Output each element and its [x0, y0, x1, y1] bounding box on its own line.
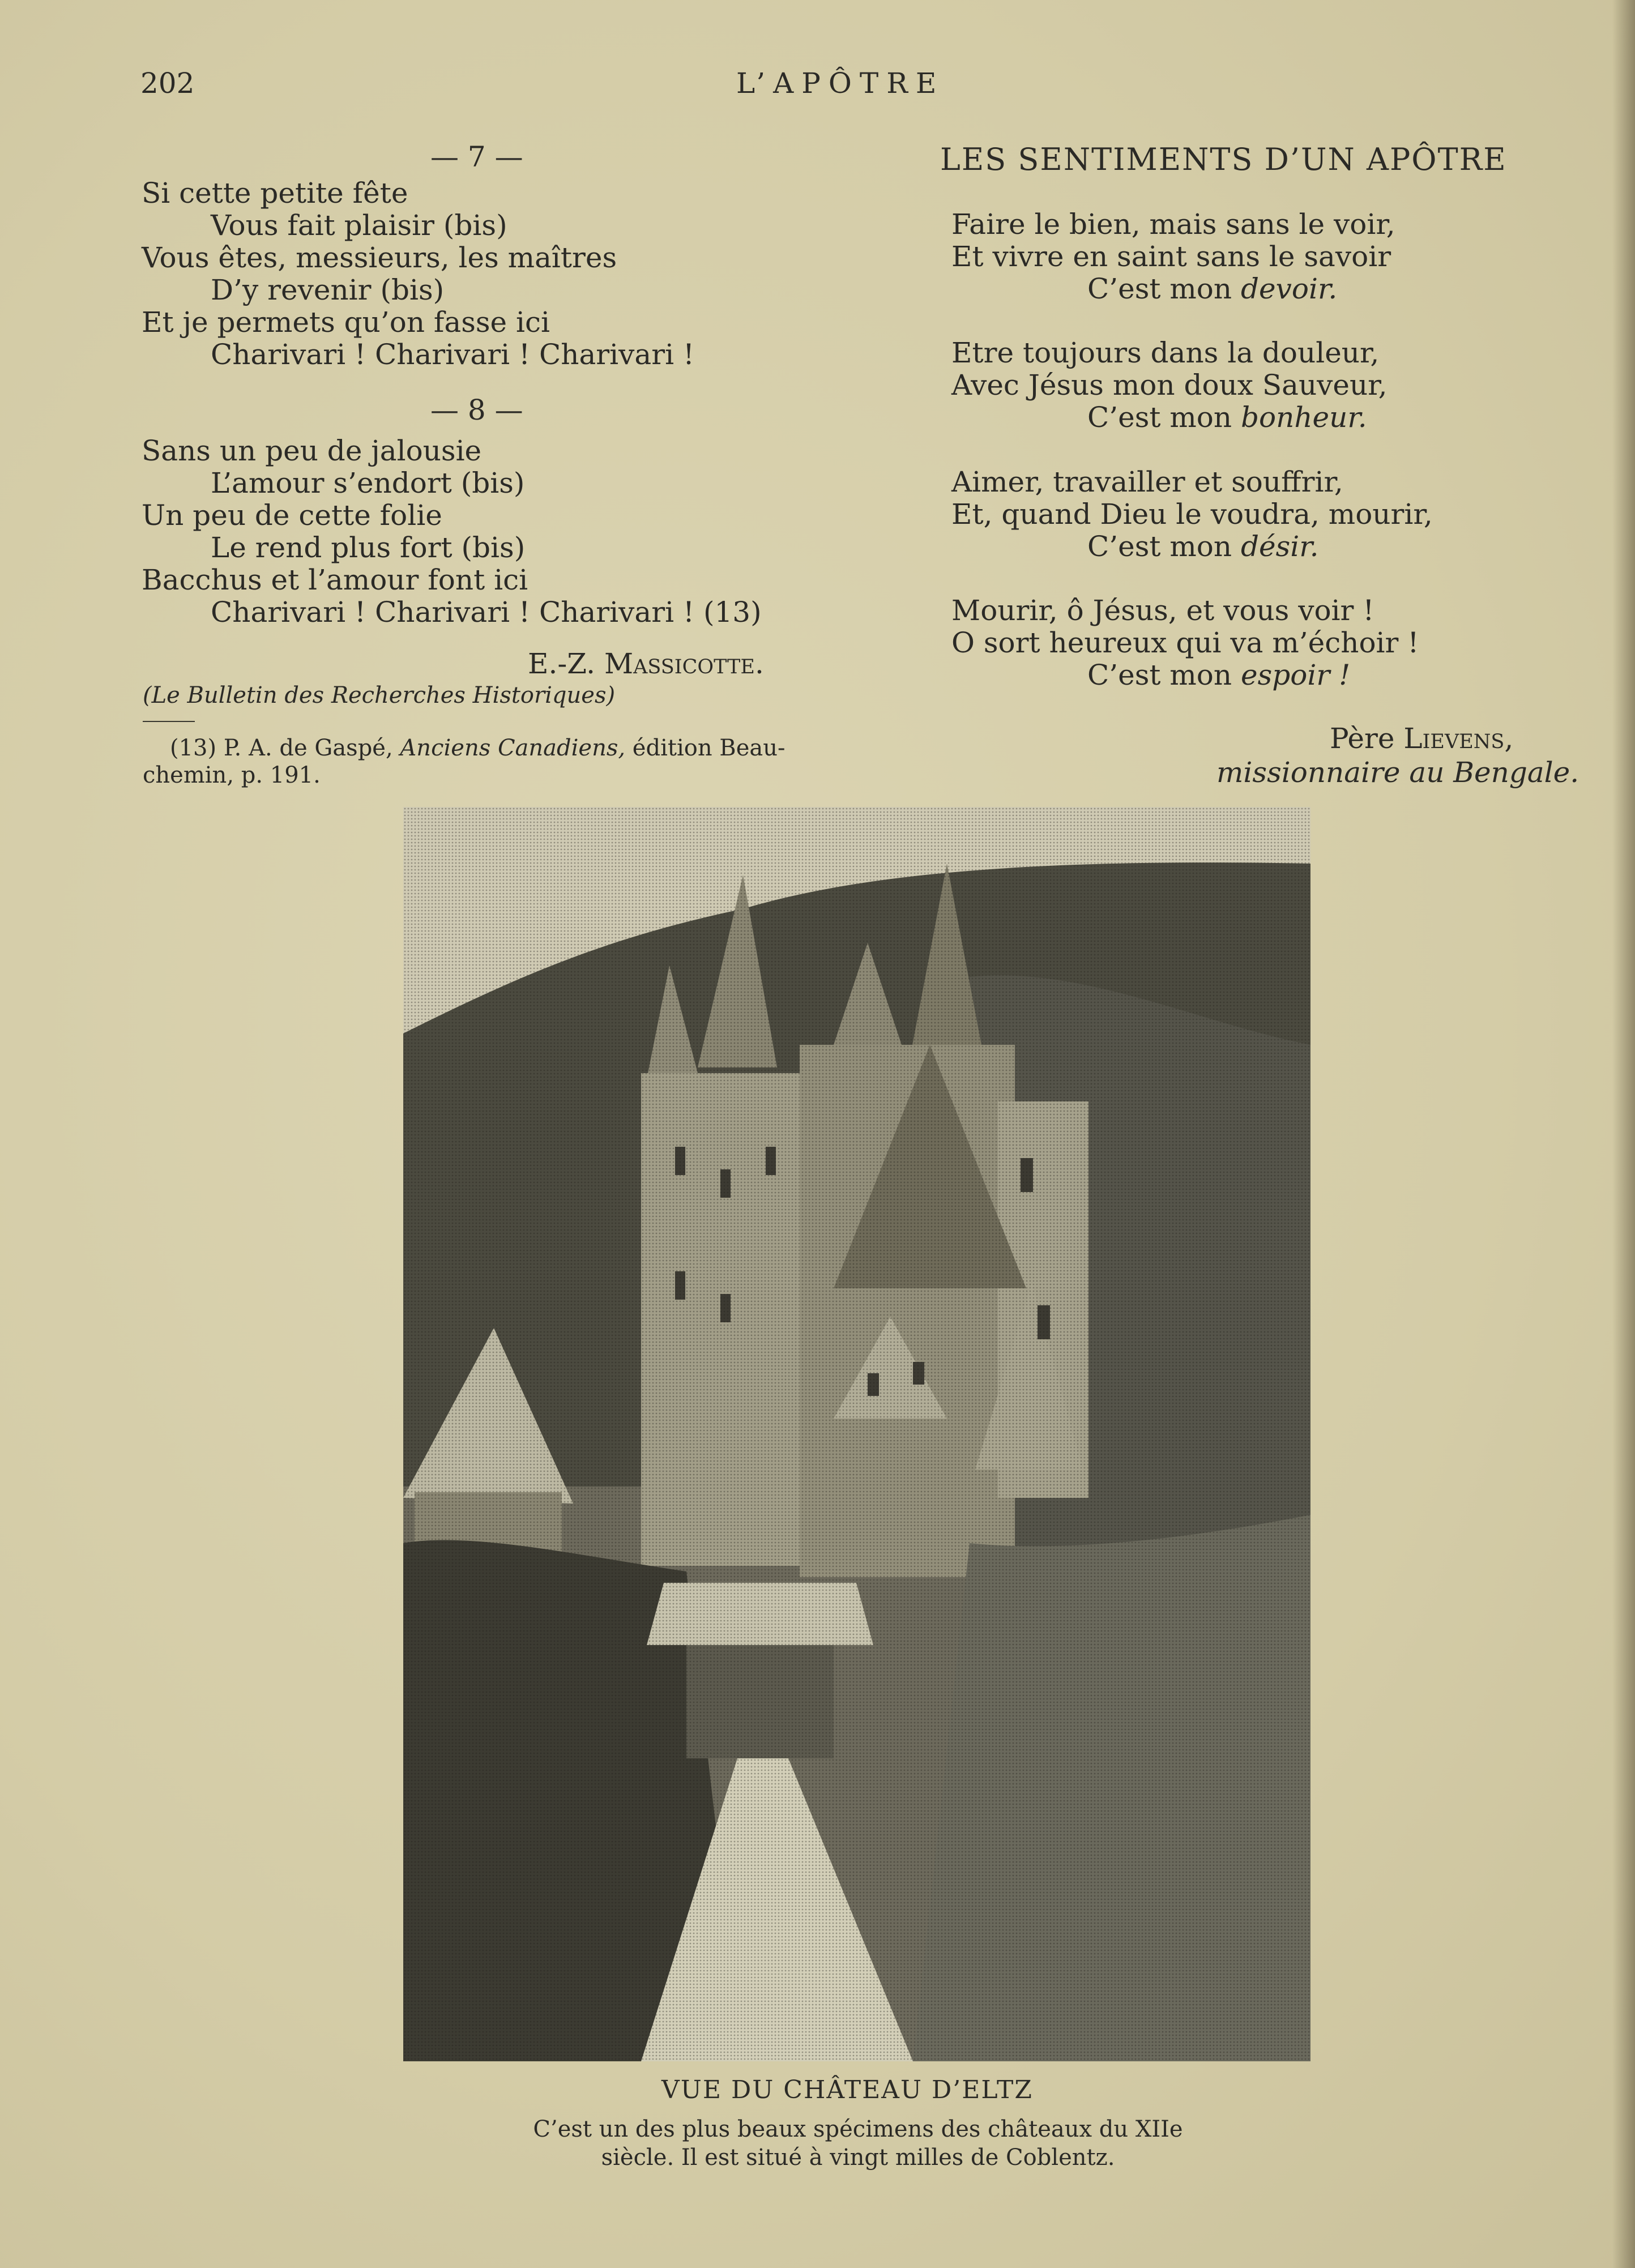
- verse-line: Sans un peu de jalousie: [142, 434, 482, 467]
- figure-caption: [510, 2115, 1206, 2172]
- poem-line: O sort heureux qui va m’échoir !: [951, 626, 1419, 659]
- signature-name: Lievens,: [1403, 722, 1514, 755]
- verse-line: L’amour s’endort (bis): [211, 467, 525, 499]
- source-citation: (Le Bulletin des Recherches Historiques): [143, 682, 616, 708]
- poem-refrain: [951, 659, 1419, 691]
- verse-line: Bacchus et l’amour font ici: [142, 563, 528, 596]
- verse-line: D’y revenir (bis): [211, 274, 445, 306]
- verse-line: Un peu de cette folie: [142, 499, 442, 532]
- refrain-word: désir.: [1241, 530, 1319, 563]
- poem-stanza-4: [951, 595, 1419, 691]
- footnote-book-title: Anciens Canadiens,: [400, 735, 626, 761]
- author-name: Massicotte.: [604, 647, 764, 680]
- footnote-text: édition Beau-: [632, 735, 786, 761]
- poem-line: Et, quand Dieu le voudra, mourir,: [951, 498, 1433, 531]
- refrain-word: espoir !: [1241, 659, 1351, 691]
- refrain-text: C’est mon: [1087, 272, 1232, 305]
- caption-line: siècle. Il est situé à vingt milles de Coblentz.: [601, 2145, 1115, 2171]
- author-signature: [528, 647, 764, 680]
- refrain-word: bonheur.: [1241, 401, 1367, 434]
- footnote-line-2: chemin, p. 191.: [143, 762, 321, 788]
- page-number: 202: [140, 67, 195, 100]
- stanza-8: [142, 435, 762, 629]
- poem-line: Etre toujours dans la douleur,: [951, 336, 1380, 369]
- footnote-rule: [143, 721, 195, 722]
- refrain-text: C’est mon: [1087, 530, 1232, 563]
- refrain-text: C’est mon: [1087, 401, 1232, 434]
- verse-line: Charivari ! Charivari ! Charivari !: [211, 338, 695, 371]
- verse-line: Charivari ! Charivari ! Charivari ! (13): [211, 596, 762, 629]
- poem-stanza-1: [951, 208, 1395, 305]
- poem-line: Aimer, travailler et souffrir,: [951, 465, 1343, 498]
- stanza-7: [142, 177, 694, 371]
- verse-line: Si cette petite fête: [142, 177, 408, 210]
- verse-line: Vous fait plaisir (bis): [211, 209, 507, 242]
- poem-refrain: [951, 402, 1387, 434]
- poem-refrain: [951, 273, 1395, 305]
- poem-title: LES SENTIMENTS D’UN APÔTRE: [940, 142, 1507, 177]
- figure-caption-title: VUE DU CHÂTEAU D’ELTZ: [661, 2075, 1033, 2104]
- verse-line: Le rend plus fort (bis): [211, 531, 526, 564]
- poem-stanza-3: [951, 466, 1433, 563]
- footnote: [143, 734, 786, 789]
- signature-role: missionnaire au Bengale.: [1216, 756, 1579, 789]
- poem-line: Avec Jésus mon doux Sauveur,: [951, 369, 1388, 402]
- poem-line: Mourir, ô Jésus, et vous voir !: [951, 594, 1374, 627]
- poem-line: Et vivre en saint sans le savoir: [951, 240, 1391, 273]
- poem-refrain: [951, 531, 1433, 563]
- poem-stanza-2: [951, 337, 1387, 434]
- running-title: L’APÔTRE: [736, 67, 945, 100]
- stanza-7-number: — 7 —: [430, 140, 523, 173]
- stanza-8-number: — 8 —: [430, 394, 523, 426]
- verse-line: Et je permets qu’on fasse ici: [142, 306, 550, 339]
- poem-signature: [1330, 722, 1513, 755]
- caption-line: C’est un des plus beaux spécimens des châteaux du XIIe: [533, 2116, 1183, 2142]
- footnote-line-1: [170, 734, 785, 762]
- refrain-word: devoir.: [1241, 272, 1338, 305]
- footnote-text: (13) P. A. de Gaspé,: [170, 735, 393, 761]
- page-edge-shadow: [1612, 0, 1635, 2268]
- poem-line: Faire le bien, mais sans le voir,: [951, 208, 1395, 241]
- castle-illustration: [403, 807, 1310, 2061]
- author-initials: E.-Z.: [528, 647, 596, 680]
- castle-photograph: [403, 807, 1310, 2061]
- verse-line: Vous êtes, messieurs, les maîtres: [142, 241, 617, 274]
- signature-title: Père: [1330, 722, 1395, 755]
- refrain-text: C’est mon: [1087, 659, 1232, 691]
